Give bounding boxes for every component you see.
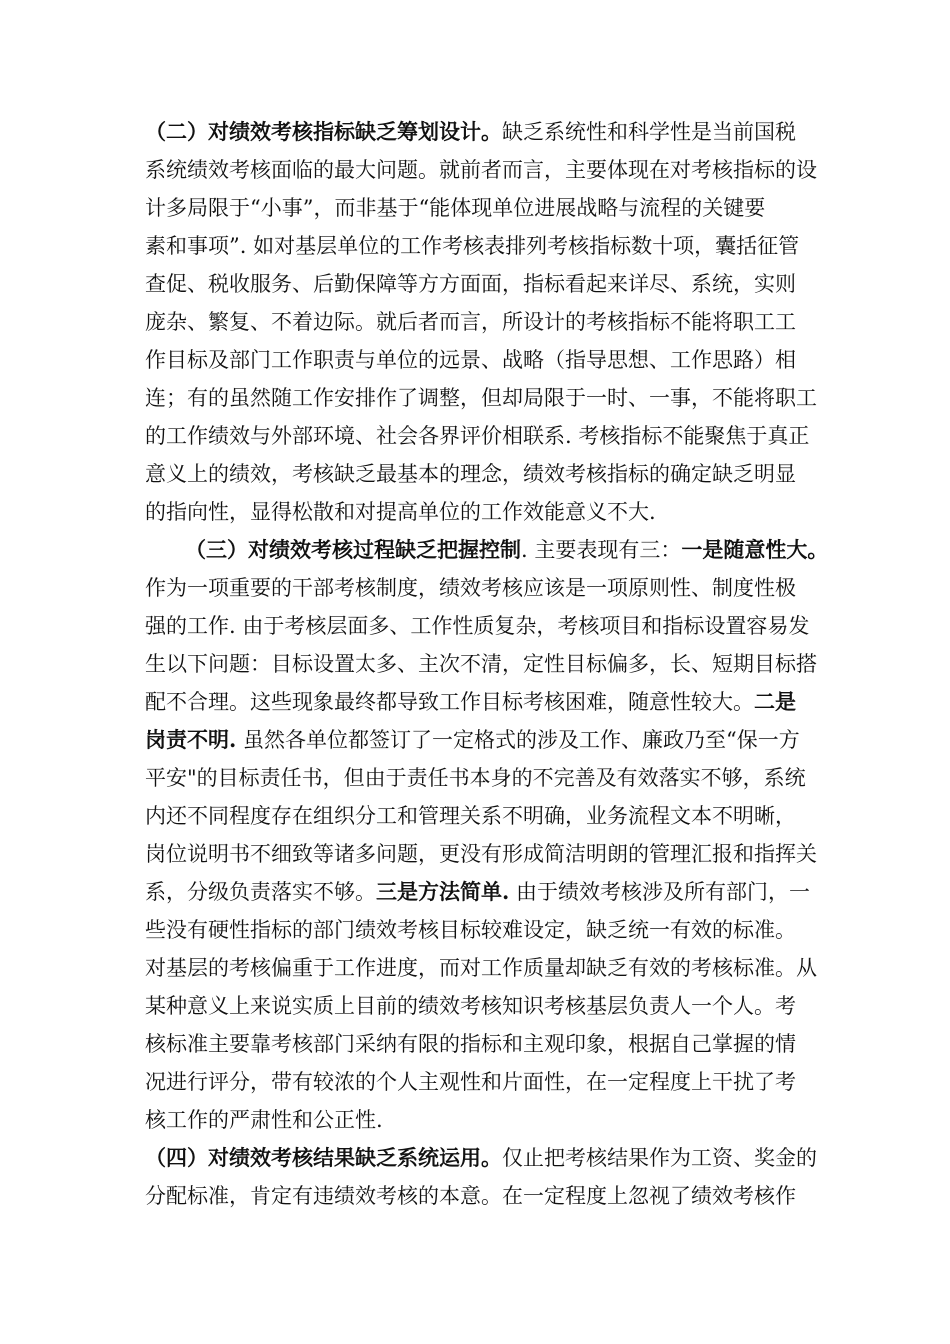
- text-run: 核标准主要靠考核部门采纳有限的指标和主观印象，根据自己掌握的情: [145, 1032, 796, 1056]
- text-line: [145, 269, 796, 299]
- text-run: 分配标准，肯定有违绩效考核的本意。在一定程度上忽视了绩效考核作: [145, 1184, 796, 1208]
- text-run: 意义上的绩效，考核缺乏最基本的理念，绩效考核指标的确定缺乏明显: [145, 462, 796, 486]
- text-run: 作目标及部门工作职责与单位的远景、战略（指导思想、工作思路）相: [145, 348, 796, 372]
- text-line: [145, 611, 809, 641]
- text-run: 素和事项”. 如对基层单位的工作考核表排列考核指标数十项，囊括征管: [145, 234, 800, 258]
- text-run: 岗位说明书不细致等诸多问题，更没有形成简洁明朗的管理汇报和指挥关: [145, 842, 817, 866]
- text-run: 庞杂、繁复、不着边际。就后者而言，所设计的考核指标不能将职工工: [145, 310, 796, 334]
- text-line: [145, 877, 810, 907]
- text-run: 些没有硬性指标的部门绩效考核目标较难设定，缺乏统一有效的标准。: [145, 918, 796, 942]
- heading-3: （三）对绩效考核过程缺乏把握控制: [185, 537, 521, 562]
- heading-4: （四）对绩效考核结果缺乏系统运用。: [145, 1145, 502, 1170]
- point-one: 一是随意性大。: [681, 537, 829, 562]
- text-line: [145, 763, 806, 793]
- text-line: [145, 1143, 817, 1173]
- text-line: [145, 231, 799, 261]
- text-run: 查促、税收服务、后勤保障等方方面面，指标看起来详尽、系统，实则: [145, 272, 796, 296]
- text-run: 系，分级负责落实不够。: [145, 880, 376, 904]
- text-line: [145, 1181, 796, 1211]
- text-line: [145, 915, 796, 945]
- text-line: [145, 117, 796, 147]
- text-line: [145, 497, 656, 527]
- text-line: [145, 421, 809, 451]
- heading-2: （二）对绩效考核指标缺乏筹划设计。: [145, 119, 502, 144]
- text-line: [145, 155, 817, 185]
- text-run: 缺乏系统性和科学性是当前国税: [502, 120, 796, 144]
- text-line: [145, 687, 796, 717]
- text-run: 内还不同程度存在组织分工和管理关系不明确，业务流程文本不明晰，: [145, 804, 796, 828]
- point-two: 二是: [754, 689, 796, 714]
- text-run: 计多局限于“小事”，而非基于“能体现单位进展战略与流程的关键要: [145, 196, 766, 220]
- point-three: 三是方法简单.: [376, 879, 510, 904]
- text-run: 的指向性，显得松散和对提高单位的工作效能意义不大.: [145, 500, 656, 524]
- text-line: [145, 953, 817, 983]
- text-run: 的工作绩效与外部环境、社会各界评价相联系. 考核指标不能聚焦于真正: [145, 424, 810, 448]
- text-run: 平安"的目标责任书，但由于责任书本身的不完善及有效落实不够，系统: [145, 766, 806, 790]
- text-run: . 主要表现有三：: [521, 538, 682, 562]
- text-run: 生以下问题：目标设置太多、主次不清，定性目标偏多，长、短期目标搭: [145, 652, 817, 676]
- text-line: [145, 1029, 796, 1059]
- text-run: 系统绩效考核面临的最大问题。就前者而言，主要体现在对考核指标的设: [145, 158, 817, 182]
- text-run: 由于绩效考核涉及所有部门，一: [509, 880, 810, 904]
- text-run: 对基层的考核偏重于工作进度，而对工作质量却缺乏有效的考核标准。从: [145, 956, 817, 980]
- text-run: 强的工作. 由于考核层面多、工作性质复杂，考核项目和指标设置容易发: [145, 614, 810, 638]
- text-run: 况进行评分，带有较浓的个人主观性和片面性，在一定程度上干扰了考: [145, 1070, 796, 1094]
- text-run: 虽然各单位都签订了一定格式的涉及工作、廉政乃至“保一方: [236, 728, 800, 752]
- point-two-cont: 岗责不明.: [145, 727, 237, 752]
- text-line: [145, 383, 817, 413]
- text-run: 连；有的虽然随工作安排作了调整，但却局限于一时、一事，不能将职工: [145, 386, 817, 410]
- text-run: 仅止把考核结果作为工资、奖金的: [502, 1146, 817, 1170]
- text-run: 作为一项重要的干部考核制度，绩效考核应该是一项原则性、制度性极: [145, 576, 796, 600]
- text-run: 配不合理。这些现象最终都导致工作目标考核困难，随意性较大。: [145, 690, 754, 714]
- text-line: [145, 1067, 796, 1097]
- text-run: 某种意义上来说实质上目前的绩效考核知识考核基层负责人一个人。考: [145, 994, 796, 1018]
- text-line: [145, 193, 765, 223]
- text-line: [145, 801, 796, 831]
- text-line: [145, 649, 817, 679]
- text-run: 核工作的严肃性和公正性.: [145, 1108, 383, 1132]
- text-line: [145, 839, 817, 869]
- text-line: [145, 459, 796, 489]
- text-line: [145, 345, 796, 375]
- text-line: [145, 573, 796, 603]
- text-line: [145, 307, 796, 337]
- text-line: [145, 1105, 383, 1135]
- text-line: [185, 535, 828, 565]
- text-line: [145, 725, 800, 755]
- text-line: [145, 991, 796, 1021]
